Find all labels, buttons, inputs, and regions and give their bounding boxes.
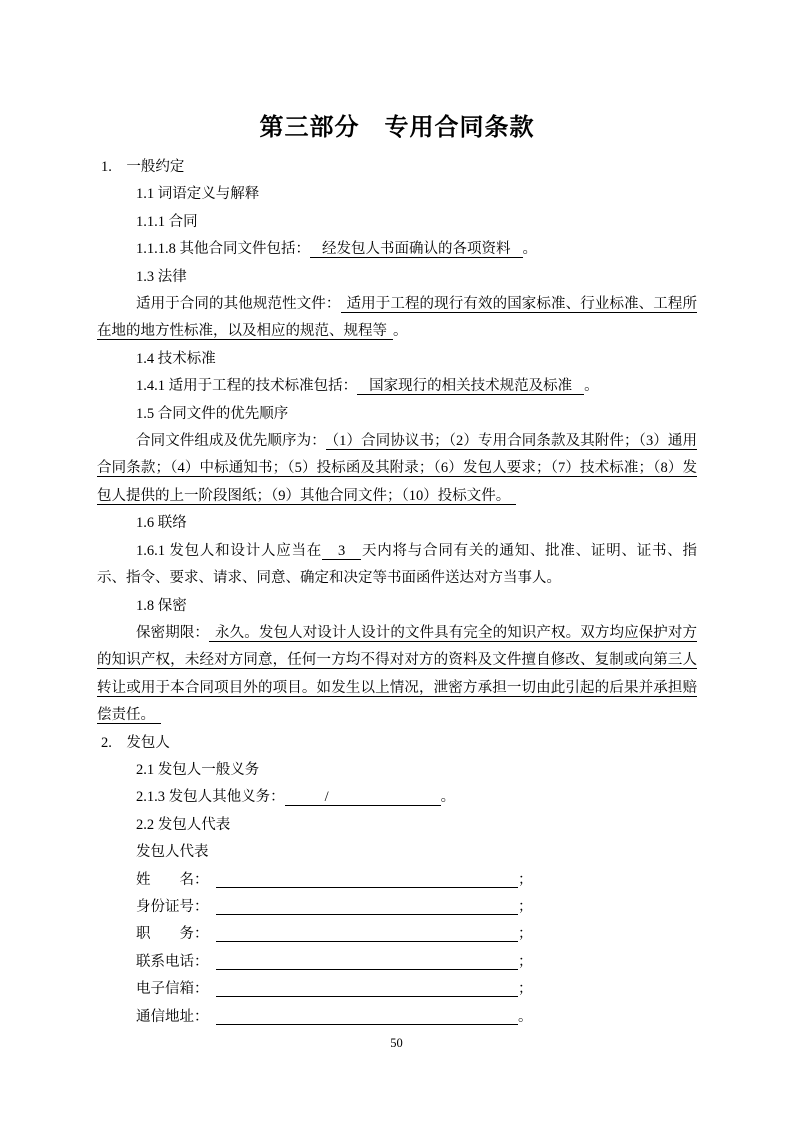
clause-1-1-1-8-text: 1.1.1.8 其他合同文件包括： — [136, 241, 310, 258]
clause-1-8-filled-blank: 永久。发包人对设计人设计的文件具有完全的知识产权。双方均应保护对方的知识产权，未经对方同意，任何一方均不得对对方的资料及文件擅自修改、复制或向第三人转让或用于本合同项目外的项目。如发生以上情况，泄密方承担一切由此引起的后果并承担赔偿责任。 — [97, 624, 698, 724]
clause-1-5-filled-blank: （1）合同协议书；（2）专用合同条款及其附件；（3）通用合同条款；（4）中标通知书；（5）投标函及其附录；（6）发包人要求；（7）技术标准；（8）发包人提供的上一阶段图纸；（9）其他合同文件；（10）投标文件。 — [97, 433, 698, 504]
clause-1-4-heading: 1.4 技术标准 — [136, 350, 216, 367]
clause-2-1-3-period: 。 — [440, 789, 456, 806]
field-label-position: 职 务： — [136, 926, 209, 943]
field-blank-address — [216, 1012, 518, 1025]
clause-2-heading: 2. 发包人 — [101, 734, 170, 751]
clause-1-6-1-paragraph — [97, 538, 697, 593]
clause-1-8-paragraph — [97, 620, 697, 730]
clause-1-3-paragraph — [97, 291, 697, 346]
blank-segment — [285, 799, 325, 801]
rep-field-row-email — [136, 976, 697, 1003]
clause-1-4-1-filled-blank: 国家现行的相关技术规范及标准 — [357, 378, 584, 395]
field-punct: ； — [518, 871, 533, 888]
clause-1-4-1-text: 1.4.1 适用于工程的技术标准包括： — [136, 378, 358, 395]
clause-2-1-3 — [97, 784, 697, 811]
clause-1-3-filled-blank: 适用于工程的现行有效的国家标准、行业标准、工程所在地的地方性标准，以及相应的规范、规程等 — [97, 296, 698, 340]
clause-2-1-3-blank — [285, 789, 441, 806]
clause-1-3-text: 适用于合同的其他规范性文件： — [136, 296, 341, 313]
clause-1-6-1-text: 1.6.1 发包人和设计人应当在 — [136, 542, 322, 559]
slash-mark: / — [324, 789, 329, 806]
field-label-name: 姓 名： — [136, 871, 209, 888]
field-blank-phone — [216, 957, 518, 970]
field-blank-id-number — [216, 902, 518, 915]
clause-1-4-1-period: 。 — [584, 378, 599, 395]
page-number: 50 — [390, 1036, 403, 1050]
clause-1-5-paragraph — [97, 428, 697, 510]
clause-1-1-heading: 1.1 词语定义与解释 — [136, 186, 260, 203]
clause-1-5-heading: 1.5 合同文件的优先顺序 — [136, 405, 289, 422]
clause-1-6-1-filled-blank: 3 — [322, 543, 361, 560]
clause-2-2-heading: 2.2 发包人代表 — [136, 816, 231, 833]
clause-1-3-period: 。 — [393, 323, 408, 340]
rep-field-row-name — [136, 867, 697, 894]
clause-1-6-1-text-after: 天内将与合同有关的通知、批准、证明、证书、指示、指令、要求、请求、同意、确定和决定等书面函件送达对方当事人。 — [97, 542, 697, 587]
clause-1-8-text: 保密期限： — [136, 624, 210, 641]
field-punct: ； — [518, 926, 533, 943]
clause-1-3-heading: 1.3 法律 — [136, 268, 187, 285]
clause-1-1-1-8-filled-blank: 经发包人书面确认的各项资料 — [310, 241, 523, 258]
rep-subheading: 发包人代表 — [136, 844, 209, 861]
clause-1-6-heading: 1.6 联络 — [136, 515, 187, 532]
field-blank-position — [216, 929, 518, 942]
part-title: 第三部分 专用合同条款 — [259, 113, 535, 141]
clause-1-heading: 1. 一般约定 — [101, 159, 185, 175]
clause-1-1-1-8-period: 。 — [522, 241, 537, 258]
field-label-email: 电子信箱： — [136, 981, 209, 998]
rep-field-row-id-number — [136, 894, 697, 921]
clause-1-8-heading: 1.8 保密 — [136, 597, 187, 614]
clause-1-5-text: 合同文件组成及优先顺序为： — [136, 433, 326, 450]
clause-2-1-3-text: 2.1.3 发包人其他义务： — [136, 789, 285, 806]
rep-field-row-phone — [136, 949, 697, 976]
field-label-phone: 联系电话： — [136, 953, 209, 970]
blank-segment — [329, 799, 441, 801]
field-punct: ； — [518, 981, 533, 998]
field-blank-name — [216, 875, 518, 888]
rep-field-row-address — [136, 1004, 697, 1031]
clause-2-1-heading: 2.1 发包人一般义务 — [136, 761, 260, 778]
field-label-id-number: 身份证号： — [136, 898, 209, 915]
clause-1-1-1-heading: 1.1.1 合同 — [136, 213, 198, 230]
rep-field-row-position — [136, 921, 697, 948]
clause-1-1-1-8 — [97, 236, 697, 263]
field-punct: 。 — [518, 1008, 533, 1025]
field-blank-email — [216, 984, 518, 997]
field-punct: ； — [518, 953, 533, 970]
field-punct: ； — [518, 898, 533, 915]
field-label-address: 通信地址： — [136, 1008, 209, 1025]
clause-1-4-1 — [97, 373, 697, 400]
